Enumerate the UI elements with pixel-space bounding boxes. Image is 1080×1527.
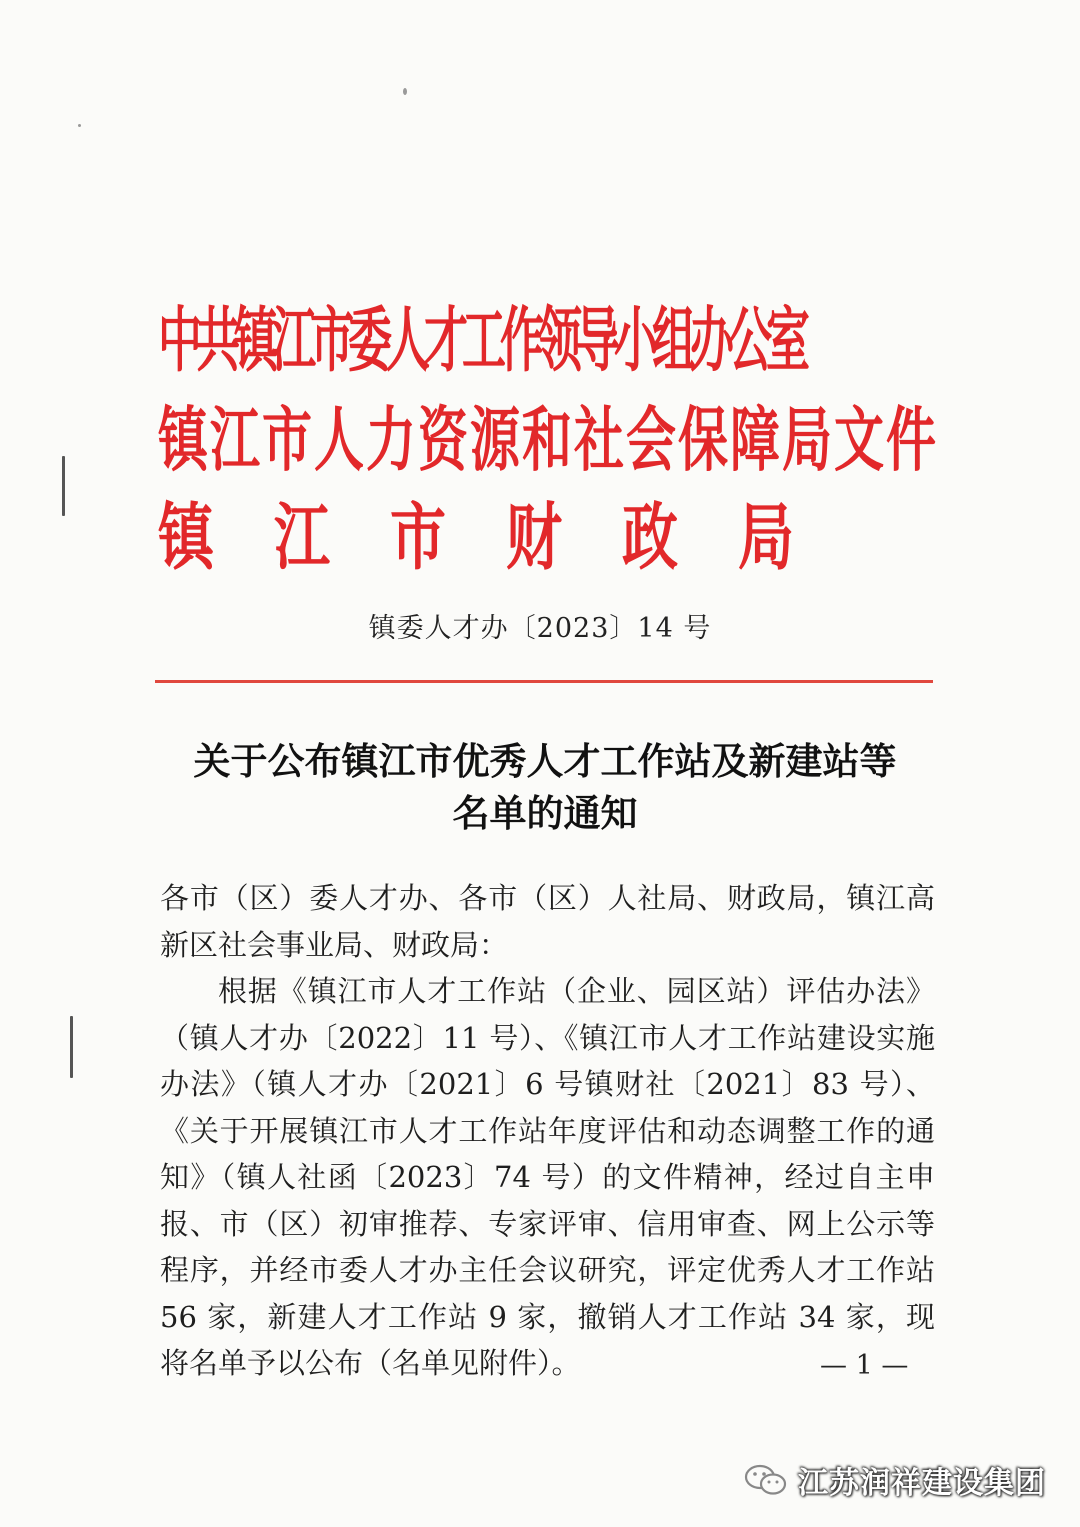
title-line-2: 名单的通知 — [452, 792, 638, 835]
body-paragraph: 根据《镇江市人才工作站（企业、园区站）评估办法》（镇人才办〔2022〕11 号）、《镇江市人才工作站建设实施办法》（镇人才办〔2021〕6 号镇财社〔2021〕83 号）、《关于开展镇江市人才工作站年度评估和动态调整工作的通知》（镇人社函〔2023〕74 号）的文件精神，经过自主申报、市（区）初审推荐、专家评审、信用审查、网上公示等程序，并经市委人才办主任会议研究，评定优秀人才工作站 56 家，新建人才工作站 9 家，撤销人才工作站 34 家，现将名单予以公布（名单见附件）。 — [160, 974, 935, 1380]
document-title — [150, 736, 940, 840]
document-number: 镇委人才办〔2023〕14 号 — [368, 613, 712, 644]
scan-speck — [403, 88, 407, 95]
watermark-text: 江苏润祥建设集团 — [798, 1466, 1046, 1501]
page-number: — 1 — — [820, 1350, 909, 1381]
document-body — [160, 875, 935, 1387]
wechat-watermark — [744, 1455, 1046, 1505]
header-line-3: 镇江市财政局 — [158, 496, 854, 581]
header-line-1: 中共镇江市委人才工作领导小组办公室 — [158, 300, 804, 382]
wechat-icon — [744, 1463, 788, 1497]
red-divider-rule — [155, 680, 933, 683]
binding-mark — [62, 456, 65, 516]
binding-mark — [70, 1016, 73, 1078]
header-line-2: 镇江市人力资源和社会保障局文件 — [158, 399, 938, 481]
scan-speck — [78, 124, 81, 127]
salutation: 各市（区）委人才办、各市（区）人社局、财政局，镇江高新区社会事业局、财政局： — [160, 881, 935, 962]
title-line-1: 关于公布镇江市优秀人才工作站及新建站等 — [193, 740, 897, 783]
